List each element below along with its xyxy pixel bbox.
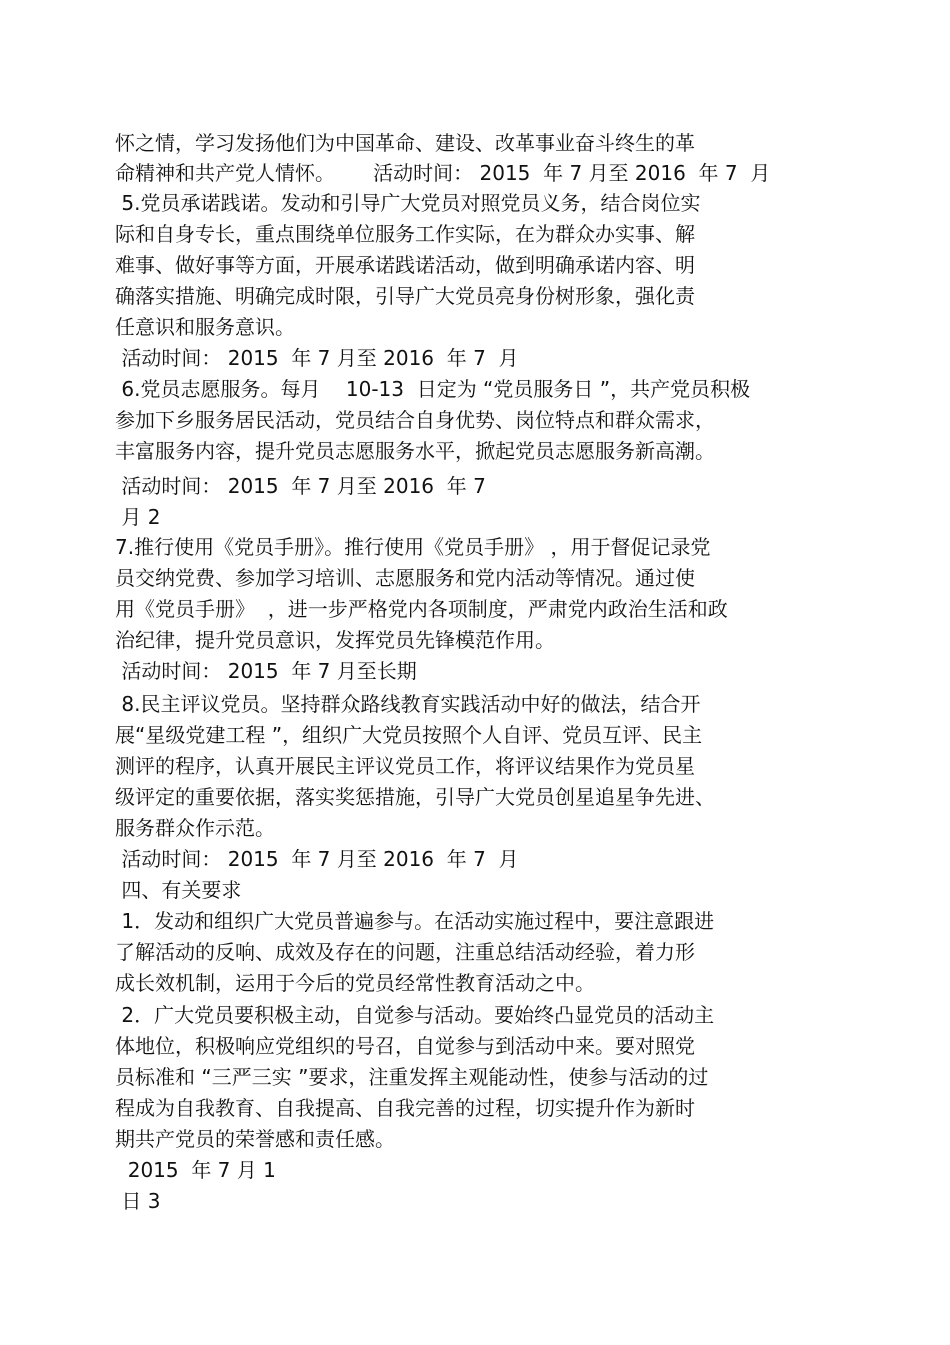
text-line: 际和自身专长，重点围绕单位服务工作实际，在为群众办实事、解 [115, 222, 695, 246]
text-line: 用《党员手册》 ，进一步严格党内各项制度，严肃党内政治生活和政 [115, 597, 728, 621]
text-line: 怀之情，学习发扬他们为中国革命、建设、改革事业奋斗终生的革 [115, 131, 695, 155]
text-line: 月 2 [115, 505, 161, 529]
text-line: 活动时间： 2015 年 7 月至 2016 年 7 月 [115, 847, 519, 871]
text-line: 任意识和服务意识。 [115, 315, 295, 339]
text-line: 服务群众作示范。 [115, 816, 275, 840]
section-heading: 四、有关要求 [115, 878, 242, 902]
text-line: 确落实措施、明确完成时限，引导广大党员亮身份树形象，强化责 [115, 284, 695, 308]
text-line: 丰富服务内容，提升党员志愿服务水平，掀起党员志愿服务新高潮。 [115, 439, 715, 463]
text-line: 7.推行使用《党员手册》。推行使用《党员手册》 ，用于督促记录党 [115, 535, 711, 559]
date-line: 2015 年 7 月 1 [115, 1158, 276, 1182]
text-line: 期共产党员的荣誉感和责任感。 [115, 1127, 395, 1151]
text-line: 员标准和 “三严三实 ”要求，注重发挥主观能动性，使参与活动的过 [115, 1065, 709, 1089]
text-line: 5.党员承诺践诺。发动和引导广大党员对照党员义务，结合岗位实 [115, 191, 701, 215]
text-line: 6.党员志愿服务。每月 10-13 日定为 “党员服务日 ”，共产党员积极 [115, 377, 751, 401]
text-line: 级评定的重要依据，落实奖惩措施，引导广大党员创星追星争先进、 [115, 785, 715, 809]
text-line: 体地位，积极响应党组织的号召，自觉参与到活动中来。要对照党 [115, 1034, 695, 1058]
text-line: 活动时间： 2015 年 7 月至长期 [115, 659, 417, 683]
text-line: 活动时间： 2015 年 7 月至 2016 年 7 月 [115, 346, 519, 370]
text-line: 展“星级党建工程 ”，组织广大党员按照个人自评、党员互评、民主 [115, 723, 703, 747]
text-line: 2．广大党员要积极主动，自觉参与活动。要始终凸显党员的活动主 [115, 1003, 715, 1027]
text-line: 了解活动的反响、成效及存在的问题，注重总结活动经验，着力形 [115, 940, 695, 964]
text-line: 参加下乡服务居民活动，党员结合自身优势、岗位特点和群众需求， [115, 408, 715, 432]
text-line: 员交纳党费、参加学习培训、志愿服务和党内活动等情况。通过使 [115, 566, 695, 590]
text-line: 治纪律，提升党员意识，发挥党员先锋模范作用。 [115, 628, 555, 652]
text-line: 测评的程序，认真开展民主评议党员工作，将评议结果作为党员星 [115, 754, 695, 778]
text-line: 8.民主评议党员。坚持群众路线教育实践活动中好的做法，结合开 [115, 692, 701, 716]
text-line: 程成为自我教育、自我提高、自我完善的过程，切实提升作为新时 [115, 1096, 695, 1120]
text-line: 活动时间： 2015 年 7 月至 2016 年 7 [115, 474, 486, 498]
text-line: 1．发动和组织广大党员普遍参与。在活动实施过程中，要注意跟进 [115, 909, 715, 933]
text-line: 难事、做好事等方面，开展承诺践诺活动，做到明确承诺内容、明 [115, 253, 695, 277]
text-line: 成长效机制，运用于今后的党员经常性教育活动之中。 [115, 971, 595, 995]
text-line: 命精神和共产党人情怀。 活动时间： 2015 年 7 月至 2016 年 7 月 [115, 161, 771, 185]
date-line: 日 3 [115, 1189, 161, 1213]
